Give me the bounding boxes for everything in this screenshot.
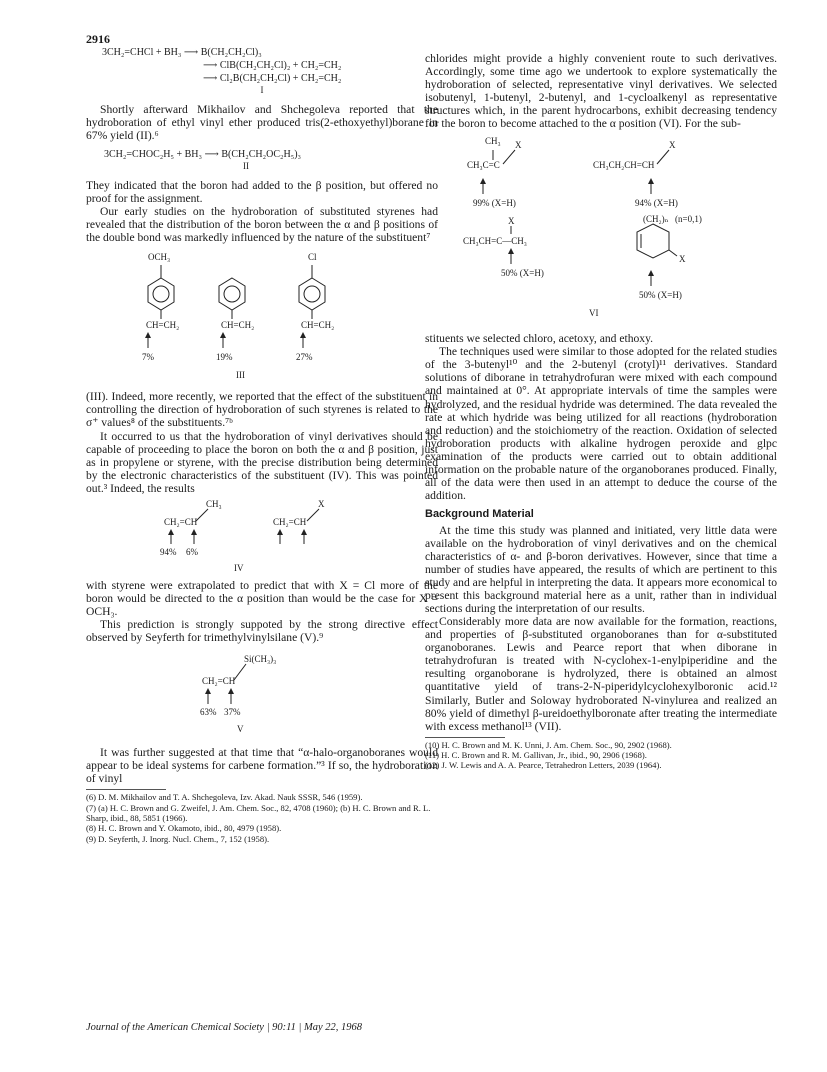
fig6-d-n: (n=0,1): [675, 214, 702, 225]
fig4-label: IV: [234, 562, 244, 573]
left-para-5: It occurred to us that the hydroboration of vinyl derivatives should be capable of proceeding to place the boron on both the α and β position, just as in propylene or styrene, with the precise distribution being determined by the electronic characteristics of the substituent (IV). This was pointed out.³ Indeed, the results: [86, 429, 438, 495]
fig6-d-x: X: [679, 254, 686, 265]
footnote-12: (12) J. W. Lewis and A. A. Pearce, Tetrahedron Letters, 2039 (1964).: [425, 760, 662, 771]
fig3-pct-2: 19%: [216, 352, 233, 363]
fig4-pct-1: 94%: [160, 546, 177, 557]
left-para-2: They indicated that the boron had added to the β position, but offered no proof for the assignment.: [86, 179, 438, 206]
footnote-9: (9) D. Seyferth, J. Inorg. Nucl. Chem., 7, 152 (1958).: [86, 833, 270, 844]
left-para-6: with styrene were extrapolated to predict that with X = Cl more of the boron would be directed to the α position than would be the case for X = OCH₃.: [86, 578, 438, 618]
equation-2-label: II: [243, 161, 249, 172]
fig6-c-chain: CH₃CH=C—CH₃: [463, 236, 527, 247]
fig6-b-x: X: [669, 140, 676, 151]
fig6-label: VI: [589, 308, 599, 319]
fig4-x: X: [318, 498, 325, 509]
fig6-b-chain: CH₃CH₂CH=CH: [593, 160, 655, 171]
page-number: 2916: [86, 32, 110, 46]
fig3-pct-3: 27%: [296, 352, 313, 363]
fig6-a-x: X: [515, 140, 522, 151]
fig6-c-x: X: [508, 216, 515, 227]
right-column: [425, 52, 777, 771]
fig5-label: V: [237, 723, 244, 734]
fig4-bonds: [86, 499, 438, 559]
footnote-8: (8) H. C. Brown and Y. Okamoto, ibid., 80, 4979 (1958).: [86, 823, 282, 834]
structure-VI: [425, 136, 777, 332]
fig6-d-ring: (CH₂)ₙ: [643, 214, 669, 225]
fig6-a-ch3: CH₃: [485, 136, 501, 147]
right-para-5: Considerably more data are now available for the formation, reactions, and properties of β-substituted organoboranes than for α-substituted organoboranes. Lewis and Pearce report that when diborane in tetrahydrofuran is treated with N-cyclohex-1-enylpiperidine and the resulting organoborane is hydrolyzed, there is obtained an almost quantitative yield of trans-2-N-piperidylcyclohexylboronic acid.¹² Similarly, Butler and Soloway hydroborated N-vinylurea and realized an 80% yield of dimethyl β-ureidoethylboronate after treating the intermediate with excess methanol¹³ (VII).: [425, 615, 777, 733]
structure-V: [86, 652, 438, 740]
left-para-4: (III). Indeed, more recently, we reported that the effect of the substituent in controlling the direction of hydroboration of such styrenes is related to the σ⁺ values⁸ of the substituents.⁷ᵇ: [86, 390, 438, 430]
left-column: [86, 46, 438, 844]
fig3-label: III: [236, 370, 245, 381]
equation-1: [102, 46, 438, 95]
right-para-1: chlorides might provide a highly convenient route to such derivatives. Accordingly, some time ago we undertook to explore systematically the hydroboration of selected, representative vinyl derivatives. We selected isobutenyl, 1-butenyl, 2-butenyl, and 1-cycloalkenyl as representative structures which, in the parent hydrocarbons, exhibit decreasing tendency for the boron to become attached to the α position (VI). For the sub-: [425, 52, 777, 131]
left-para-1: Shortly afterward Mikhailov and Shchegoleva reported that the hydroboration of ethyl vinyl ether produced tris(2-ethoxyethyl)borane in 67% yield (II).⁶: [86, 103, 438, 143]
fig5-chain: CH₂=CH: [202, 675, 236, 686]
fig5-pct-1: 63%: [200, 706, 217, 717]
structure-III: [86, 250, 438, 390]
section-heading: Background Material: [425, 507, 534, 520]
equation-1-line2: ⟶ ClB(CH₂CH₂Cl)₂ + CH₂=CH₂: [203, 60, 342, 71]
footnote-10: (10) H. C. Brown and M. K. Unni, J. Am. Chem. Soc., 90, 2902 (1968).: [425, 739, 672, 750]
equation-2: 3CH₂=CHOC₂H₅ + BH₃ ⟶ B(CH₂CH₂OC₂H₅)₃: [104, 149, 302, 161]
left-footnote-rule: [86, 789, 166, 790]
equation-1-line1: 3CH₂=CHCl + BH₃ ⟶ B(CH₂CH₂Cl)₃: [102, 47, 262, 58]
left-para-8: It was further suggested at that time that “α-halo-organoboranes would appear to be ideal systems for carbene formation.”³ If so, the hydroboration of vinyl: [86, 745, 438, 786]
fig3-pct-1: 7%: [142, 352, 154, 363]
fig4-chain-right: CH₂=CH: [273, 516, 307, 527]
fig5-pct-2: 37%: [224, 706, 241, 717]
right-para-3: The techniques used were similar to those adopted for the related studies of the 3-butenyl¹⁰ and the 2-butenyl (crotyl)¹¹ derivatives. Standard solutions of diborane in tetrahydrofuran were mixed with each compound and maintained at 0°. At appropriate intervals of time the samples were hydrolyzed, and the residual hydride was determined. The data revealed the rate at which hydride was being utilized for all reactions (hydroboration and reduction) and the stoichiometry of the reaction. Oxidation of selected hydroboration products with alkaline hydrogen peroxide and glpc examination of the products were carried out to obtain additional information on the probable nature of the organoboranes produced. Finally, all of the data were then used in an attempt to deduce the course of the addition.: [425, 345, 777, 502]
fig3-sub-cl: Cl: [308, 252, 317, 263]
fig6-d-pct: 50% (X=H): [639, 290, 682, 301]
fig3-vinyl-2: CH=CH₂: [221, 320, 255, 331]
fig6-c-pct: 50% (X=H): [501, 268, 544, 279]
footnote-11: (11) H. C. Brown and R. M. Gallivan, Jr., ibid., 90, 2906 (1968).: [425, 750, 647, 761]
left-para-7: This prediction is strongly suppoted by the strong directive effect observed by Seyferth for trimethylvinylsilane (V).⁹: [86, 617, 438, 644]
equation-1-label: I: [260, 85, 264, 95]
fig3-vinyl-1: CH=CH₂: [146, 320, 180, 331]
equation-1-line3: ⟶ Cl₂B(CH₂CH₂Cl) + CH₂=CH₂: [203, 73, 342, 84]
fig3-sub-ome: OCH₃: [148, 252, 171, 263]
fig4-ch3: CH₃: [206, 498, 222, 509]
journal-footer: Journal of the American Chemical Society | 90:11 | May 22, 1968: [86, 1022, 362, 1033]
fig3-vinyl-3: CH=CH₂: [301, 320, 335, 331]
fig6-a-chain: CH₃C=C: [467, 160, 500, 171]
styrene-rings: [86, 250, 438, 363]
fig5-sub: Si(CH₃)₃: [244, 653, 277, 664]
right-para-2: stituents we selected chloro, acetoxy, and ethoxy.: [425, 332, 654, 346]
fig6-a-pct: 99% (X=H): [473, 198, 516, 209]
structure-IV: [86, 499, 438, 579]
fig4-chain-left: CH₂=CH: [164, 516, 198, 527]
footnote-7: (7) (a) H. C. Brown and G. Zweifel, J. Am. Chem. Soc., 82, 4708 (1960); (b) H. C. Brown and R. L. Sharp, ibid., 88, 5851 (1966).: [86, 802, 431, 823]
right-footnote-rule: [425, 737, 505, 738]
footnote-6: (6) D. M. Mikhailov and T. A. Shchegoleva, Izv. Akad. Nauk SSSR, 546 (1959).: [86, 792, 363, 803]
fig6-b-pct: 94% (X=H): [635, 198, 678, 209]
right-para-4: At the time this study was planned and initiated, very little data were available on the hydroboration of vinyl derivatives and on the chemical characteristics of α- and β-boron derivatives. However, since that time a number of studies have appeared, the results of which are pertinent to this study and are helpful in interpreting the data. It appears more economical to present this background material here as a unit, rather than in individual sections during the interpretation of our results.: [425, 523, 777, 616]
fig4-pct-2: 6%: [186, 546, 198, 557]
left-para-3: Our early studies on the hydroboration of substituted styrenes had revealed that the distribution of the boron between the α and β positions of the double bond was markedly influenced by the nature of the substituent⁷: [86, 205, 438, 245]
